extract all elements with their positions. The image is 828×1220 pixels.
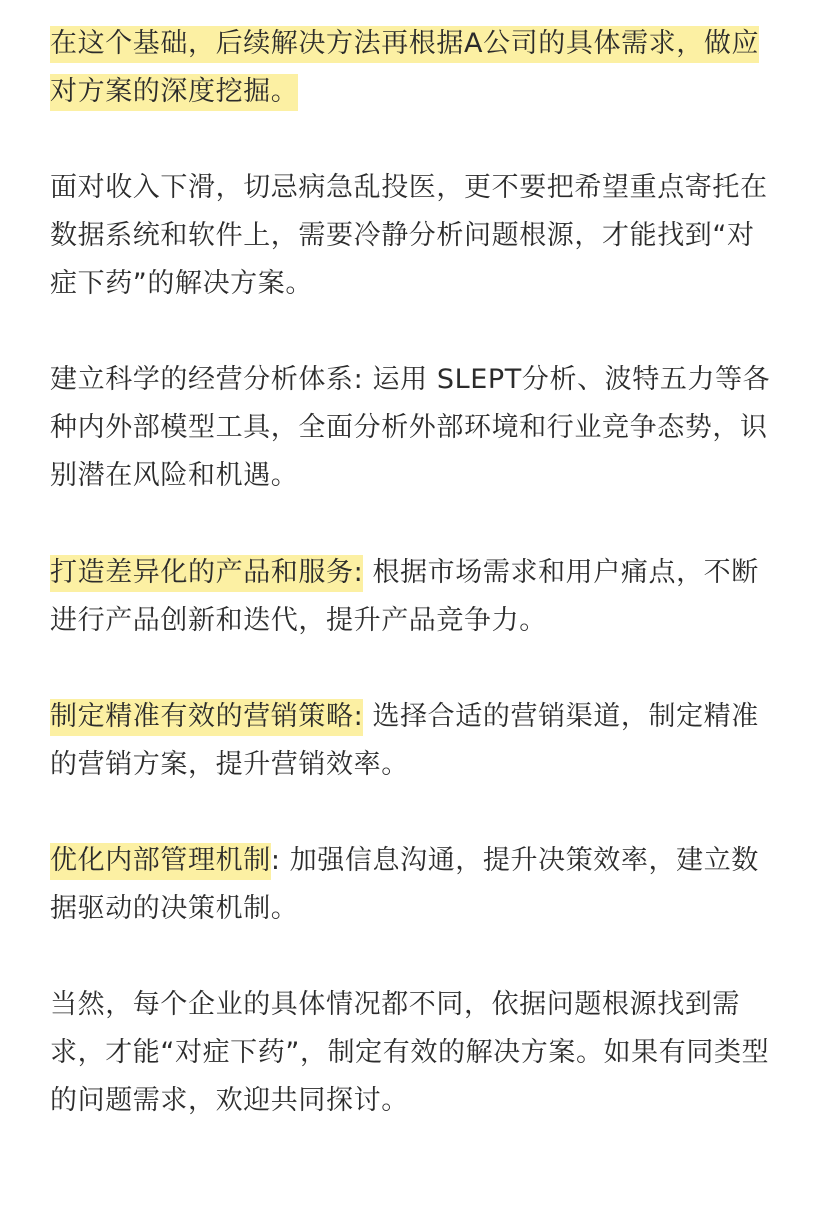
paragraph-analysis-system: [50, 356, 780, 500]
highlighted-heading: 打造差异化的产品和服务:: [50, 555, 363, 592]
paragraph-text: 当然，每个企业的具体情况都不同，依据问题根源找到需求，才能“对症下药”，制定有效的解决方案。如果有同类型的问题需求，欢迎共同探讨。: [50, 989, 770, 1116]
paragraph-revenue-decline: [50, 164, 780, 308]
paragraph-text: 建立科学的经营分析体系: 运用 SLEPT分析、波特五力等各种内外部模型工具，全面分析外部环境和行业竞争态势，识别潜在风险和机遇。: [50, 364, 771, 491]
highlighted-text: 在这个基础，后续解决方法再根据A公司的具体需求，做应对方案的深度挖掘。: [50, 26, 759, 111]
paragraph-text: : 加强信息沟通，提升决策效率，建立数据驱动的决策机制。: [50, 845, 759, 924]
paragraph-conclusion: [50, 981, 780, 1125]
paragraph-text: 根据市场需求和用户痛点，不断进行产品创新和迭代，提升产品竞争力。: [50, 557, 759, 636]
highlighted-heading: 优化内部管理机制: [50, 843, 271, 880]
highlighted-heading: 制定精准有效的营销策略:: [50, 699, 363, 736]
paragraph-intro-highlight: [50, 20, 780, 116]
paragraph-differentiated-product: [50, 549, 780, 645]
paragraph-internal-management: [50, 837, 780, 933]
paragraph-text: 面对收入下滑，切忌病急乱投医，更不要把希望重点寄托在数据系统和软件上，需要冷静分析问题根源，才能找到“对症下药”的解决方案。: [50, 172, 768, 299]
paragraph-marketing-strategy: [50, 693, 780, 789]
paragraph-text: 选择合适的营销渠道，制定精准的营销方案，提升营销效率。: [50, 701, 759, 780]
